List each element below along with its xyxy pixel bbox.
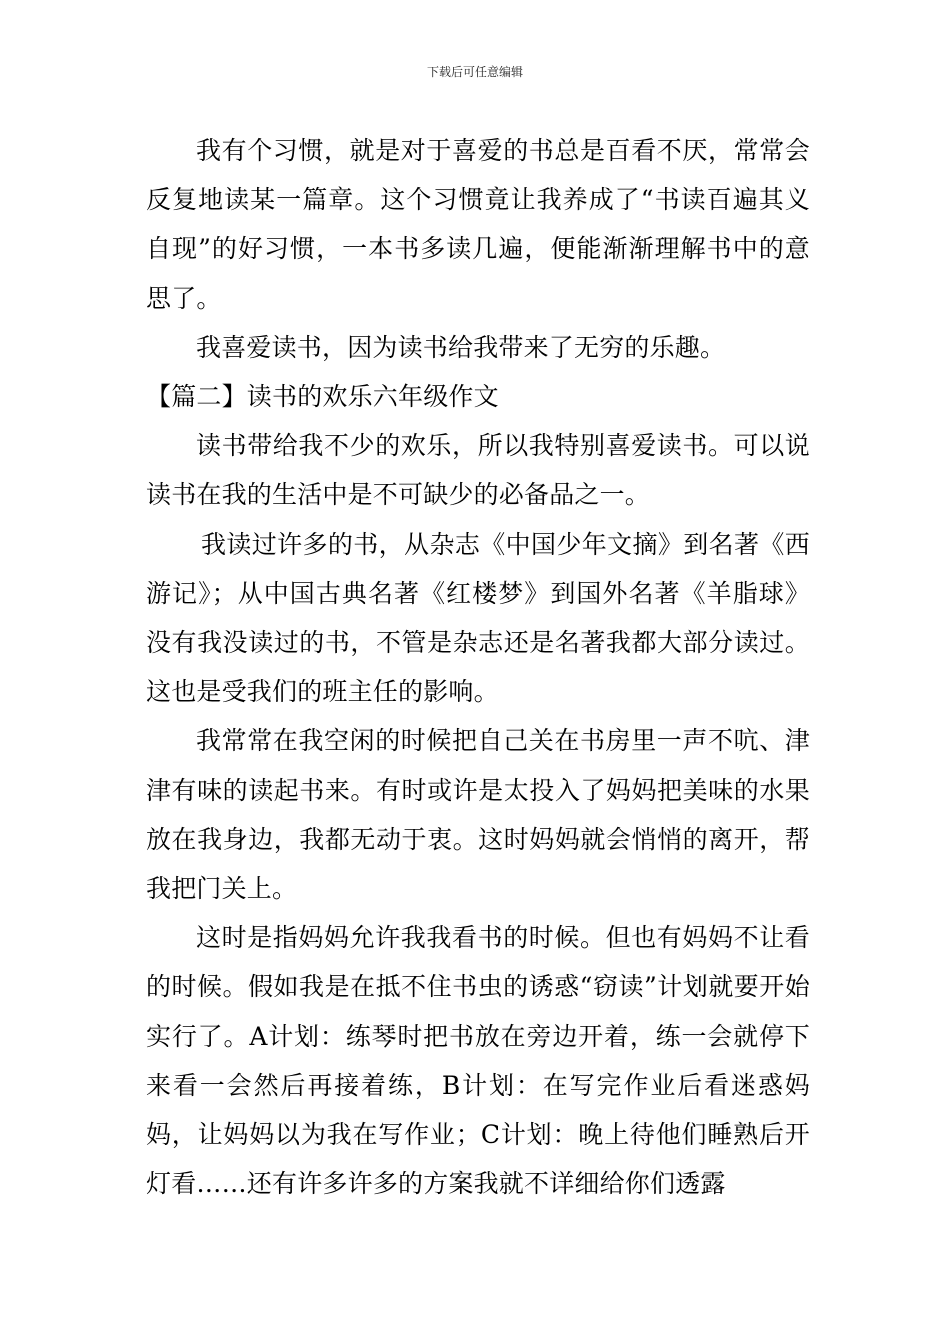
paragraph-plans: 这时是指妈妈允许我我看书的时候。但也有妈妈不让看的时候。假如我是在抵不住书虫的诱惑“窃读”计划就要开始实行了。A计划：练琴时把书放在旁边开着，练一会就停下来看一会然后再接着练，B计划：在写完作业后看迷惑妈妈，让妈妈以为我在写作业；C计划：晚上待他们睡熟后开灯看……还有许多许多的方案我就不详细给你们透露 [146, 923, 810, 1199]
paragraph-intro: 读书带给我不少的欢乐，所以我特别喜爱读书。可以说读书在我的生活中是不可缺少的必备品之一。 [146, 431, 810, 510]
section-heading: 【篇二】读书的欢乐六年级作文 [146, 382, 499, 412]
paragraph-books-read: 我读过许多的书，从杂志《中国少年文摘》到名著《西游记》；从中国古典名著《红楼梦》到国外名著《羊脂球》没有我没读过的书，不管是杂志还是名著我都大部分读过。这也是受我们的班主任的影响。 [146, 529, 810, 707]
page-header: 下载后可任意编辑 [426, 65, 523, 79]
document-body [146, 126, 810, 1208]
paragraph-joy: 我喜爱读书，因为读书给我带来了无穷的乐趣。 [196, 332, 726, 362]
paragraph-habit: 我有个习惯，就是对于喜爱的书总是百看不厌，常常会反复地读某一篇章。这个习惯竟让我养成了“书读百遍其义自现”的好习惯，一本书多读几遍，便能渐渐理解书中的意思了。 [146, 136, 810, 313]
paragraph-study-room: 我常常在我空闲的时候把自己关在书房里一声不吭、津津有味的读起书来。有时或许是太投入了妈妈把美味的水果放在我身边，我都无动于衷。这时妈妈就会悄悄的离开，帮我把门关上。 [146, 726, 810, 904]
